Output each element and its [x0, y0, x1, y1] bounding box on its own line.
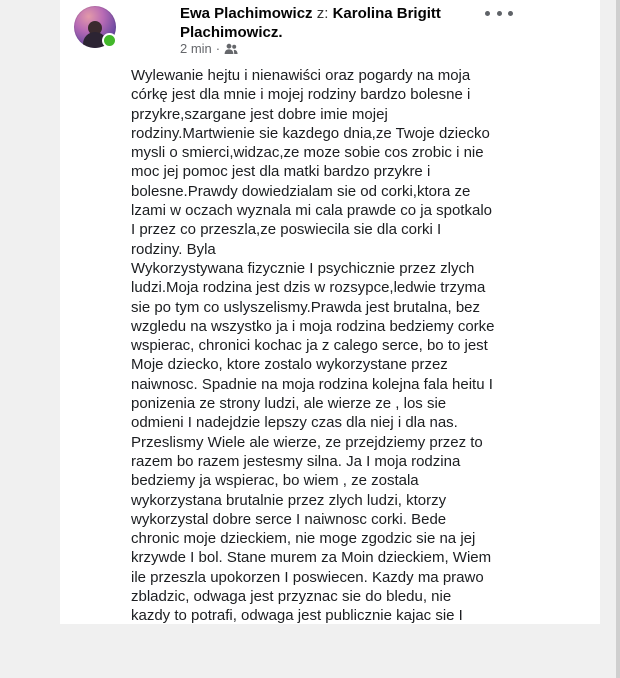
- online-status-icon: [102, 33, 117, 48]
- more-options-button[interactable]: [485, 6, 513, 20]
- post-timestamp[interactable]: 2 min: [180, 41, 212, 56]
- more-options-icon-dot: [485, 11, 490, 16]
- author-name-link[interactable]: Ewa Plachimowicz: [180, 5, 313, 22]
- connector-text: z:: [316, 5, 329, 22]
- friends-icon[interactable]: [224, 43, 238, 55]
- author-avatar[interactable]: [74, 6, 116, 48]
- post-header-title: [180, 4, 480, 42]
- more-options-icon-dot: [497, 11, 502, 16]
- window-edge: [616, 0, 620, 678]
- more-options-icon-dot: [508, 11, 513, 16]
- meta-separator: ·: [215, 41, 221, 56]
- post-meta: [180, 41, 238, 57]
- tagged-name-link[interactable]: Karolina Brigitt Plachimowicz.: [180, 5, 441, 41]
- post-body-text: Wylewanie hejtu i nienawiści oraz pogardy na moja córkę jest dla mnie i mojej rodziny bardzo bolesne i przykre,szargane jest dobre imie mojej rodziny.Martwienie sie kazdego dnia,ze Twoje dziecko mysli o smierci,widzac,ze moze sobie cos zrobic i nie moc jej pomoc jest dla matki bardzo przykre i bolesne.Prawdy dowiedzialam sie od corki,ktora ze lzami w oczach wyznala mi cala prawde co ja spotkalo I przez co przeszla,ze poswiecila sie dla corki I rodziny. Byla Wykorzystywana fizycznie I psychicznie przez zlych ludzi.Moja rodzina jest dzis w rozsypce,ledwie trzyma sie po tym co uslyszelismy.Prawda jest brutalna, bez wzgledu na wszystko ja i moja rodzina bedziemy corke wspierac, chronici kochac ja z calego serce, bo to jest Moje dziecko, ktore zostalo wykorzystane przez naiwnosc. Spadnie na moja rodzina kolejna fala heitu I ponizenia ze strony ludzi, ale wierze ze , los sie odmieni I nadejdzie lepszy czas dla niej i dla nas. Przeslismy Wiele ale wierze, ze przejdziemy przez to razem bo razem jestesmy silna. Ja I moja rodzina bedziemy ja wspierac, bo wiem , ze zostala wykorzystana brutalnie przez zlych ludzi, ktorzy wykorzystal dobre serce I naiwnosc corki. Bede chronic moje dzieckiem, nie moge zgodzic sie na jej krzywde I bol. Stane murem za Moin dzieckiem, Wiem ile przeszla upokorzen I poswiecen. Kazdy ma prawo zbladzic, odwaga jest przyznac sie do bledu, nie kazdy to potrafi, odwaga jest publicznie kajac sie I: [131, 67, 495, 625]
